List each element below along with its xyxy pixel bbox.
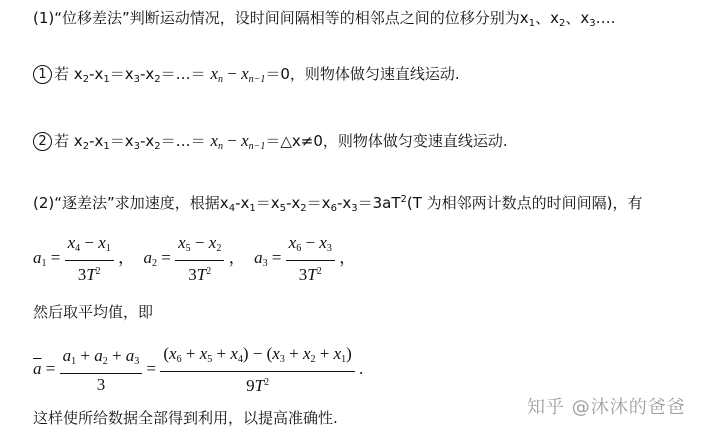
case-1-equation: $x_2-x_1=x_3-x_2=\dots= x_n - x_{n-1}$ — [73, 64, 266, 85]
conclusion-text: 这样使所给数据全部得到利用，以提高准确性. — [33, 409, 338, 427]
fraction-a3: $\frac{x_6 - x_3}{3T^2}$ — [286, 232, 335, 286]
acceleration-formulas: $a_1$ = $\frac{x_4 - x_1}{3T^2}$ ， $a_2$ = $\frac{x_5 - x_2}{3T^2}$ ， $a_3$ = $\frac{x_6 - x_3}{3T^2}$ ， — [33, 233, 357, 284]
paragraph-1-text: (1)“位移差法”判断运动情况，设时间间隔相等的相邻点之间的位移分别为 — [33, 9, 520, 27]
x-sequence: $x_1$、$x_2$、$x_3$ — [519, 9, 596, 29]
fraction-sum-a: $\frac{a_1 + a_2 + a_3}{3}$ — [60, 345, 143, 396]
case-2-equation: $x_2-x_1=x_3-x_2=\dots= x_n - x_{n-1}$ — [73, 131, 266, 152]
difference-relation: $x_4-x_1=x_5-x_2=x_6-x_3=3aT^2$ — [219, 194, 407, 214]
circled-number-2: 2 — [33, 132, 52, 151]
paragraph-1: (1)“位移差法”判断运动情况，设时间间隔相等的相邻点之间的位移分别为$x_1$、$x_2$、$x_3\dots$. — [33, 9, 616, 29]
case-2: 2 若 $x_2-x_1=x_3-x_2=\dots= x_n$ − $x_{n-1}=\triangle x\ne 0$，则物体做匀变速直线运动. — [33, 131, 508, 157]
fraction-a2: $\frac{x_5 - x_2}{3T^2}$ — [175, 232, 224, 286]
case-1: 1 若 $x_2-x_1=x_3-x_2=\dots= x_n - x_{n-1}=0$，则物体做匀速直线运动. — [33, 64, 460, 90]
paragraph-2: (2)“逐差法”求加速度，根据$x_4-x_1=x_5-x_2=x_6-x_3=3aT^2(T$ 为相邻两计数点的时间间隔)，有 — [33, 194, 643, 214]
average-formula: $\overline{a}$ = $\frac{a_1 + a_2 + a_3}{3}$ = $\frac{(x_6 + x_5 + x_4) - (x_3 + x_2 + x_1)}{9T^2}$ . — [33, 344, 364, 395]
circled-number-1: 1 — [33, 65, 52, 84]
average-text: 然后取平均值，即 — [33, 303, 154, 321]
fraction-a1: $\frac{x_4 - x_1}{3T^2}$ — [65, 232, 114, 286]
fraction-sum-x: $\frac{(x_6 + x_5 + x_4) - (x_3 + x_2 + x_1)}{9T^2}$ — [160, 343, 354, 397]
watermark: 知乎 @沐沐的爸爸 — [527, 397, 686, 418]
